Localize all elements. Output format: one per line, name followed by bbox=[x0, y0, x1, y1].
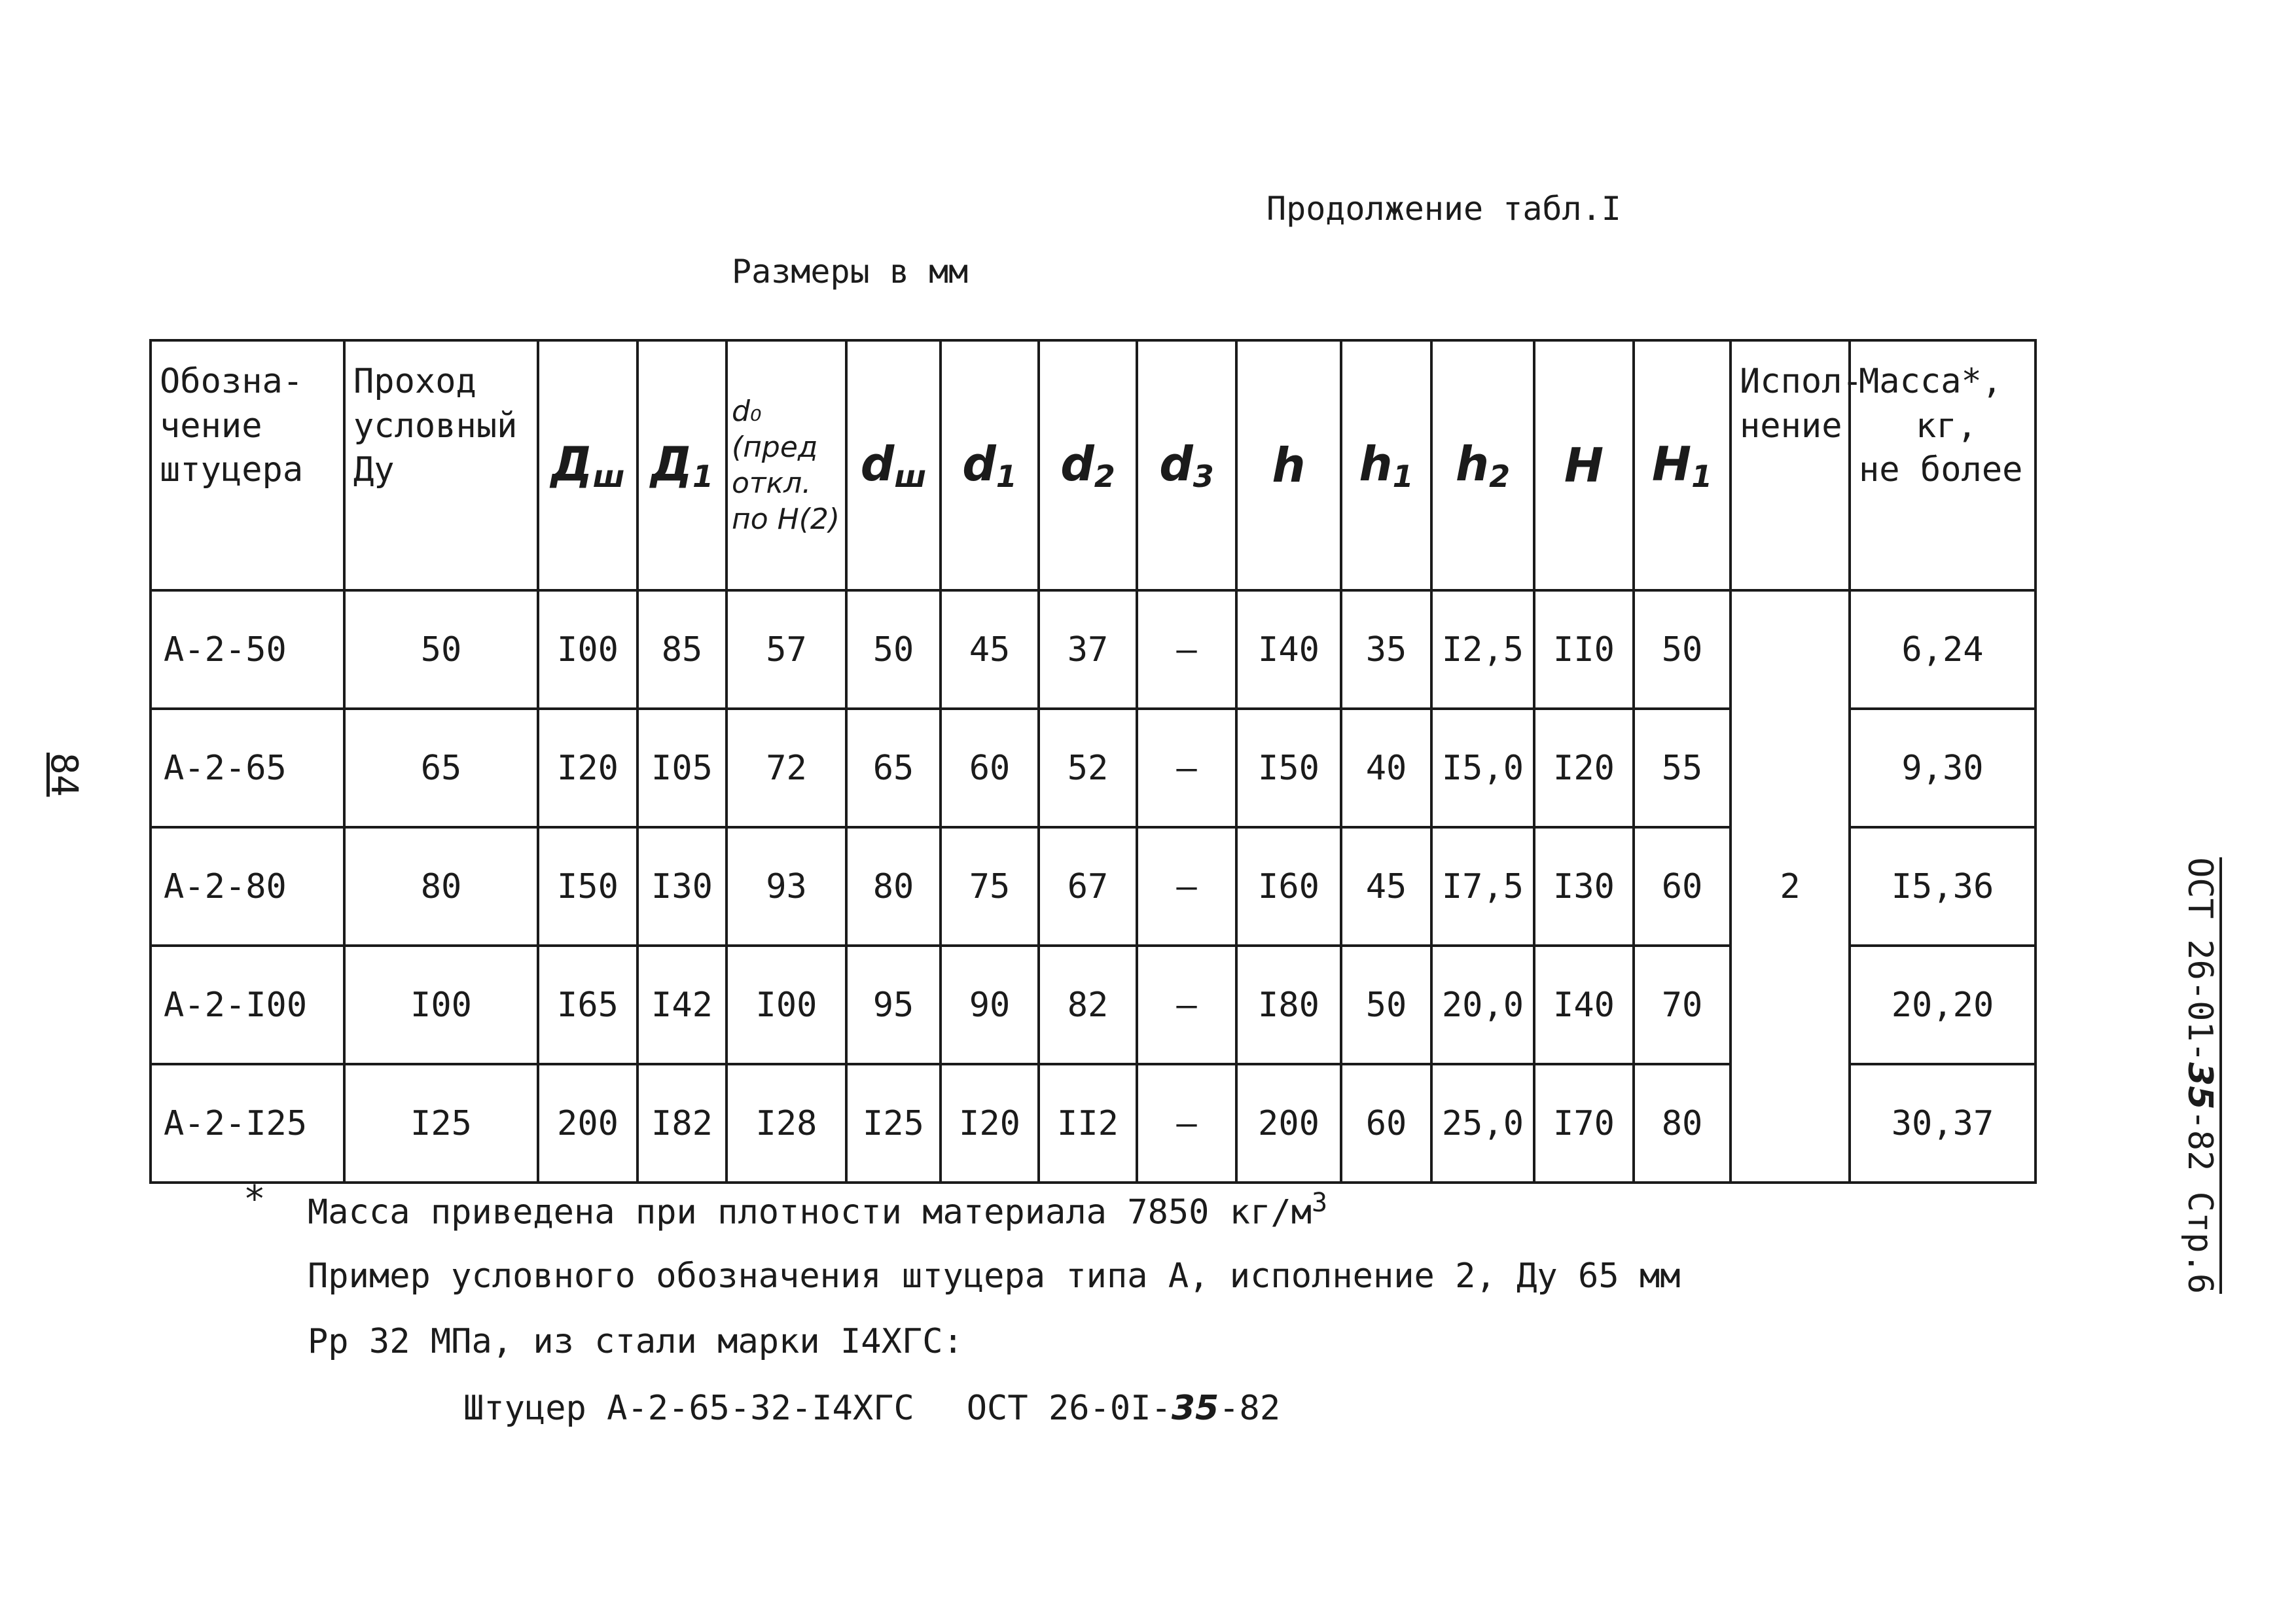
cell-D1: 85 bbox=[637, 590, 726, 709]
cell-Dsh: I20 bbox=[538, 709, 637, 827]
cell-h1: 35 bbox=[1341, 590, 1431, 709]
cell-h2: I7,5 bbox=[1431, 827, 1534, 946]
cell-D1: I30 bbox=[637, 827, 726, 946]
side-doc-number: 35 bbox=[2180, 1062, 2219, 1110]
header-H: H bbox=[1534, 340, 1634, 590]
side-doc-prefix: ОСТ 26-01- bbox=[2180, 857, 2219, 1063]
cell-d3: – bbox=[1137, 709, 1236, 827]
cell-mass: I5,36 bbox=[1850, 827, 2036, 946]
header-d0: d₀ (пред откл. по H(2) bbox=[726, 340, 846, 590]
cell-d1: 75 bbox=[941, 827, 1039, 946]
cell-d1: 90 bbox=[941, 946, 1039, 1064]
header-designation: Обозна- чение штуцера bbox=[151, 340, 344, 590]
cell-h1: 60 bbox=[1341, 1064, 1431, 1183]
footnote-mass: Масса приведена при плотности материала 7850 $кг/м^3$ bbox=[308, 1188, 1328, 1232]
cell-d3: – bbox=[1137, 946, 1236, 1064]
cell-d1: 60 bbox=[941, 709, 1039, 827]
cell-H1: 50 bbox=[1634, 590, 1731, 709]
cell-H1: 60 bbox=[1634, 827, 1731, 946]
cell-du: 65 bbox=[344, 709, 538, 827]
cell-H1: 70 bbox=[1634, 946, 1731, 1064]
footnote-star: * bbox=[243, 1178, 266, 1221]
header-h1: $h_1$ bbox=[1341, 340, 1431, 590]
cell-dsh: 95 bbox=[846, 946, 941, 1064]
header-h2: $h_2$ bbox=[1431, 340, 1534, 590]
cell-designation: А-2-I25 bbox=[151, 1064, 344, 1183]
header-D1: $Д_1$ bbox=[637, 340, 726, 590]
table-header-row bbox=[151, 340, 2036, 590]
cell-du: 50 bbox=[344, 590, 538, 709]
cell-h: I60 bbox=[1236, 827, 1341, 946]
cell-designation: А-2-65 bbox=[151, 709, 344, 827]
cell-H: II0 bbox=[1534, 590, 1634, 709]
header-execution: Испол- нение bbox=[1731, 340, 1850, 590]
cell-h2: I2,5 bbox=[1431, 590, 1534, 709]
cell-du: I25 bbox=[344, 1064, 538, 1183]
table-row bbox=[151, 590, 2036, 709]
example-fitting-code: Штуцер А-2-65-32-I4ХГС bbox=[463, 1389, 914, 1428]
header-mass: Масса*, кг, не более bbox=[1850, 340, 2036, 590]
example-line-2: Рр 32 МПа, из стали марки I4ХГС: bbox=[308, 1322, 963, 1361]
cell-d3: – bbox=[1137, 590, 1236, 709]
cell-h: I40 bbox=[1236, 590, 1341, 709]
cell-d1: I20 bbox=[941, 1064, 1039, 1183]
cell-h1: 45 bbox=[1341, 827, 1431, 946]
cell-d0: I00 bbox=[726, 946, 846, 1064]
cell-H: I40 bbox=[1534, 946, 1634, 1064]
dimensions-caption: Размеры в мм bbox=[732, 253, 969, 291]
cell-H: I70 bbox=[1534, 1064, 1634, 1183]
cell-d2: 37 bbox=[1039, 590, 1137, 709]
cell-dsh: 65 bbox=[846, 709, 941, 827]
side-doc-suffix: -82 Стр.6 bbox=[2180, 1109, 2219, 1294]
cell-h: I80 bbox=[1236, 946, 1341, 1064]
header-d1: $d_1$ bbox=[941, 340, 1039, 590]
cell-mass: 20,20 bbox=[1850, 946, 2036, 1064]
cell-H1: 80 bbox=[1634, 1064, 1731, 1183]
cell-designation: А-2-I00 bbox=[151, 946, 344, 1064]
cell-d0: 57 bbox=[726, 590, 846, 709]
cell-h: 200 bbox=[1236, 1064, 1341, 1183]
cell-d0: 93 bbox=[726, 827, 846, 946]
cell-d2: 52 bbox=[1039, 709, 1137, 827]
cell-H: I20 bbox=[1534, 709, 1634, 827]
header-Dsh: $Д_ш$ bbox=[538, 340, 637, 590]
cell-designation: А-2-80 bbox=[151, 827, 344, 946]
header-d3: $d_3$ bbox=[1137, 340, 1236, 590]
cell-d3: – bbox=[1137, 1064, 1236, 1183]
header-d2: $d_2$ bbox=[1039, 340, 1137, 590]
cell-mass: 6,24 bbox=[1850, 590, 2036, 709]
cell-d0: 72 bbox=[726, 709, 846, 827]
cell-h2: 25,0 bbox=[1431, 1064, 1534, 1183]
cell-du: I00 bbox=[344, 946, 538, 1064]
cell-H1: 55 bbox=[1634, 709, 1731, 827]
cell-h1: 40 bbox=[1341, 709, 1431, 827]
cell-h: I50 bbox=[1236, 709, 1341, 827]
example-designation bbox=[463, 1389, 1280, 1428]
continuation-title: Продолжение табл.I bbox=[1266, 190, 1621, 228]
cell-dsh: 80 bbox=[846, 827, 941, 946]
cell-d2: 67 bbox=[1039, 827, 1137, 946]
cell-designation: А-2-50 bbox=[151, 590, 344, 709]
cell-D1: I42 bbox=[637, 946, 726, 1064]
cell-h1: 50 bbox=[1341, 946, 1431, 1064]
header-H1: $H_1$ bbox=[1634, 340, 1731, 590]
dimensions-table bbox=[149, 339, 2037, 1184]
cell-Dsh: I50 bbox=[538, 827, 637, 946]
cell-dsh: I25 bbox=[846, 1064, 941, 1183]
header-h: h bbox=[1236, 340, 1341, 590]
example-standard-number: 35 bbox=[1171, 1389, 1219, 1428]
cell-mass: 30,37 bbox=[1850, 1064, 2036, 1183]
example-standard-suffix: -82 bbox=[1219, 1389, 1281, 1428]
cell-D1: I05 bbox=[637, 709, 726, 827]
header-dsh: $d_ш$ bbox=[846, 340, 941, 590]
cell-Dsh: I65 bbox=[538, 946, 637, 1064]
cell-Dsh: 200 bbox=[538, 1064, 637, 1183]
cell-Dsh: I00 bbox=[538, 590, 637, 709]
cell-d0: I28 bbox=[726, 1064, 846, 1183]
side-page-number: 84 bbox=[43, 753, 85, 797]
header-passage: Проход условный Ду bbox=[344, 340, 538, 590]
cell-d1: 45 bbox=[941, 590, 1039, 709]
cell-d3: – bbox=[1137, 827, 1236, 946]
cell-D1: I82 bbox=[637, 1064, 726, 1183]
cell-execution: 2 bbox=[1731, 590, 1850, 1183]
cell-du: 80 bbox=[344, 827, 538, 946]
cell-d2: II2 bbox=[1039, 1064, 1137, 1183]
cell-d2: 82 bbox=[1039, 946, 1137, 1064]
cell-h2: 20,0 bbox=[1431, 946, 1534, 1064]
cell-h2: I5,0 bbox=[1431, 709, 1534, 827]
cell-mass: 9,30 bbox=[1850, 709, 2036, 827]
example-standard-prefix: ОСТ 26-0I- bbox=[966, 1389, 1172, 1428]
cell-dsh: 50 bbox=[846, 590, 941, 709]
example-line-1: Пример условного обозначения штуцера типа А, исполнение 2, Ду 65 мм bbox=[308, 1257, 1681, 1296]
side-document-code bbox=[2180, 857, 2222, 1294]
cell-H: I30 bbox=[1534, 827, 1634, 946]
